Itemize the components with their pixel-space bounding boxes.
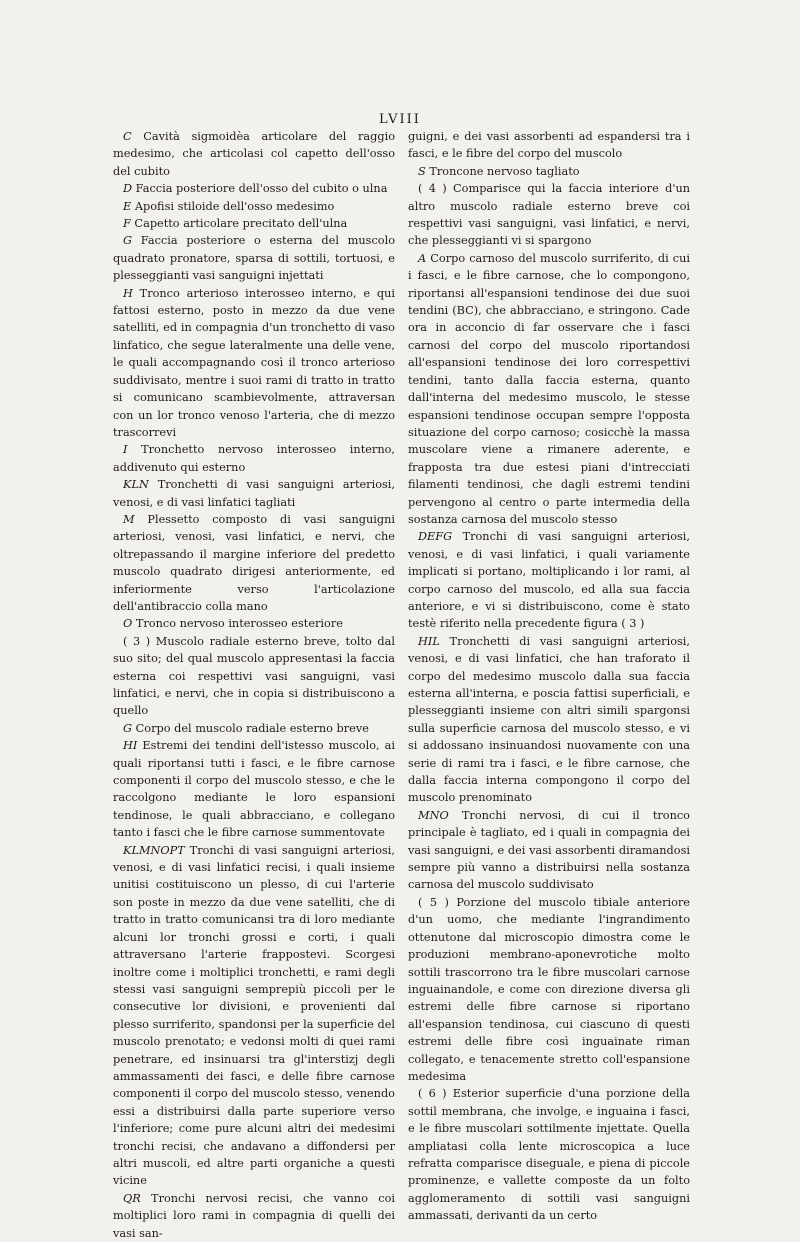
caption-entry [408, 528, 690, 632]
caption-entry [408, 894, 690, 1085]
caption-entry [408, 250, 690, 529]
entry-text: Tronchetti di vasi sanguigni arteriosi, venosi, e di vasi linfatici tagliati [113, 478, 395, 509]
caption-entry [408, 1085, 690, 1224]
caption-entry [408, 807, 690, 894]
entry-text: Corpo del muscolo radiale esterno breve [132, 721, 369, 735]
entry-text: Tronchi nervosi recisi, che vanno coi moltiplici loro rami in compagnia di quelli dei vasi san- [113, 1191, 395, 1240]
entry-label: HI [123, 739, 138, 753]
entry-label: F [123, 217, 131, 231]
caption-entry [113, 633, 395, 720]
entry-text: ( 3 ) Muscolo radiale esterno breve, tolto dal suo sito; del qual muscolo appresentasi la faccia esterna coi respettivi vasi sanguigni, vasi linfatici, e nervi, che in copia si distribuiscono a quello [113, 634, 395, 718]
entry-label: KLMNOPT [123, 843, 185, 857]
entry-label: HIL [418, 634, 440, 648]
entry-label: DEFG [418, 530, 453, 544]
entry-text: Tronchi di vasi sanguigni arteriosi, venosi, e di vasi linfatici, i quali variamente implicati si portano, moltiplicando i lor rami, al corpo carnoso del muscolo, ed alla sua faccia anteriore, e vi si distribuiscono, come è stato testè riferito nella precedente figura ( 3 ) [408, 530, 690, 631]
right-column [408, 128, 690, 1225]
caption-entry [408, 180, 690, 250]
caption-entry [113, 215, 395, 232]
entry-label: M [123, 512, 135, 526]
caption-entry [113, 285, 395, 442]
entry-label: O [123, 617, 133, 631]
entry-label: G [123, 721, 133, 735]
caption-entry [113, 476, 395, 511]
entry-text: ( 4 ) Comparisce qui la faccia interiore d'un altro muscolo radiale esterno breve coi respettivi vasi sanguigni, vasi linfatici, e nervi, che plesseggianti vi si spargono [408, 182, 690, 248]
entry-text: Cavità sigmoidèa articolare del raggio medesimo, che articolasi col capetto dell'osso del cubito [113, 130, 395, 178]
caption-entry [113, 511, 395, 615]
entry-label: E [123, 199, 132, 213]
entry-text: ( 5 ) Porzione del muscolo tibiale anteriore d'un uomo, che mediante l'ingrandimento ottenutone dal microscopio dimostra come le produzioni membrano-aponevrotiche molto sottili trascorrono tra le fibre muscolari carnose inguainandole, e come con direzione diversa gli estremi delle fibre carnose si riportano all'espansion tendinosa, cui ciascuno di questi estremi delle fibre così inguainate riman collegato, e tenacemente stretto coll'espansione medesima [408, 895, 690, 1083]
caption-entry [113, 180, 395, 197]
entry-text: Tronchi di vasi sanguigni arteriosi, venosi, e di vasi linfatici recisi, i quali insieme unitisi costituiscono un plesso, di cui l'arterie son poste in mezzo da due vene satelliti, che di tratto in tratto comunicansi tra di loro mediante alcuni lor tronchi grossi e corti, i quali attraversano l'arterie frappostevi. Scorgesi inoltre come i moltiplici tronchetti, e rami degli stessi vasi sanguigni semprepiù piccoli per le consecutive lor divisioni, e provenienti dal plesso surriferito, spandonsi per la superficie del muscolo prenotato; e vedonsi molti di quei rami penetrare, ed insinuarsi tra gl'interstizj degli ammassamenti dei fasci, e delle fibre carnose componenti il corpo del muscolo stesso, venendo essi a distribuirsi dalla parte superiore verso l'inferiore; come pure alcuni altri dei medesimi tronchi recisi, che andavano a diffondersi per altri muscoli, ed altre parti organiche a questi vicine [113, 843, 395, 1188]
caption-entry [113, 441, 395, 476]
entry-label: D [123, 182, 133, 196]
entry-text: Faccia posteriore dell'osso del cubito o ulna [132, 182, 388, 196]
caption-entry [113, 842, 395, 1190]
entry-label: C [123, 130, 132, 143]
caption-entry [113, 198, 395, 215]
caption-entry [113, 128, 395, 180]
entry-label: H [123, 286, 133, 300]
entry-text: Tronchi nervosi, di cui il tronco principale è tagliato, ed i quali in compagnia dei vasi sanguigni, e dei vasi assorbenti diramandosi sempre più vanno a distribuirsi nella sostanza carnosa del muscolo suddivisato [408, 808, 690, 892]
entry-text: ( 6 ) Esterior superficie d'una porzione della sottil membrana, che involge, e inguaina i fasci, e le fibre muscolari sottilmente injettate. Quella ampliatasi colla lente microscopica a luce refratta comparisce diseguale, e piena di piccole prominenze, e vallette composte da un folto agglomeramento di sottili vasi sanguigni ammassati, derivanti da un certo [408, 1087, 690, 1223]
continued-paragraph: guigni, e dei vasi assorbenti ad espandersi tra i fasci, e le fibre del corpo del muscolo [408, 130, 690, 161]
entry-text: Tronchetto nervoso interosseo interno, addivenuto qui esterno [113, 443, 395, 474]
entry-label: I [123, 443, 128, 457]
entry-label: A [418, 251, 427, 265]
caption-entry [113, 737, 395, 841]
caption-entry [113, 720, 395, 737]
entry-text: Capetto articolare precitato dell'ulna [130, 217, 348, 231]
caption-entry [113, 232, 395, 284]
entry-label: KLN [123, 478, 149, 492]
page-number: LVIII [379, 112, 421, 127]
entry-label: G [123, 234, 133, 248]
entry-text: Apofisi stiloide dell'osso medesimo [131, 199, 335, 213]
left-column [113, 128, 395, 1242]
entry-text: Troncone nervoso tagliato [425, 164, 580, 178]
entry-text: Tronco nervoso interosseo esteriore [132, 617, 343, 631]
entry-text: Plessetto composto di vasi sanguigni arteriosi, venosi, vasi linfatici, e nervi, che oltrepassando il margine inferiore del predetto muscolo quadrato dirigesi anteriormente, ed inferiormente verso l'articolazione dell'antibraccio colla mano [113, 512, 395, 613]
caption-entry [113, 615, 395, 632]
entry-label: S [418, 164, 426, 178]
caption-entry [113, 1190, 395, 1242]
caption-entry [408, 633, 690, 807]
entry-text: Corpo carnoso del muscolo surriferito, di cui i fasci, e le fibre carnose, che lo compongono, riportansi all'espansioni tendinose dei due suoi tendini (BC), che abbracciano, e stringono. Cade ora in acconcio di far osservare che i fasci carnosi del corpo del muscolo riportandosi all'espansioni tendinose dei loro correspettivi tendini, tanto dalla faccia esterna, quanto dall'interna del medesimo muscolo, le stesse espansioni tendinose occupan sempre l'opposta situazione del corpo carnoso; cosicchè la massa muscolare viene a rimanere aderente, e frapposta tra due estesi piani d'intrecciati filamenti tendinosi, che dagli estremi tendini pervengono al centro o parte intermedia della sostanza carnosa del muscolo stesso [408, 251, 690, 526]
entry-text: Estremi dei tendini dell'istesso muscolo, ai quali riportansi tutti i fasci, e le fibre carnose componenti il corpo del muscolo stesso, e che le raccolgono mediante le loro espansioni tendinose, le quali abbracciano, e collegano tanto i fasci che le fibre carnose summentovate [113, 739, 395, 840]
entry-label: QR [123, 1191, 141, 1205]
entry-text: Tronchetti di vasi sanguigni arteriosi, venosi, e di vasi linfatici, che han traforato il corpo del medesimo muscolo dalla sua faccia esterna all'interna, e poscia fattisi superficiali, e plesseggianti insieme con altri simili spargonsi sulla superficie carnosa del muscolo stesso, e vi si addossano insinuandosi nuovamente con una serie di rami tra i fasci, e le fibre carnose, che dalla faccia interna compongono il corpo del muscolo prenominato [408, 634, 690, 805]
entry-text: Tronco arterioso interosseo interno, e qui fattosi esterno, posto in mezzo da due vene satelliti, ed in compagnia d'un tronchetto di vaso linfatico, che segue lateralmente una delle vene, le quali accompagnando così il tronco arterioso suddivisato, mentre i suoi rami di tratto in tratto si comunicano scambievolmente, attraversan con un lor tronco venoso l'arteria, che di mezzo trascorrevi [113, 286, 395, 439]
caption-entry [408, 163, 690, 180]
entry-text: Faccia posteriore o esterna del muscolo quadrato pronatore, sparsa di sottili, tortuosi, e plesseggianti vasi sanguigni injettati [113, 234, 395, 283]
entry-label: MNO [418, 808, 449, 822]
